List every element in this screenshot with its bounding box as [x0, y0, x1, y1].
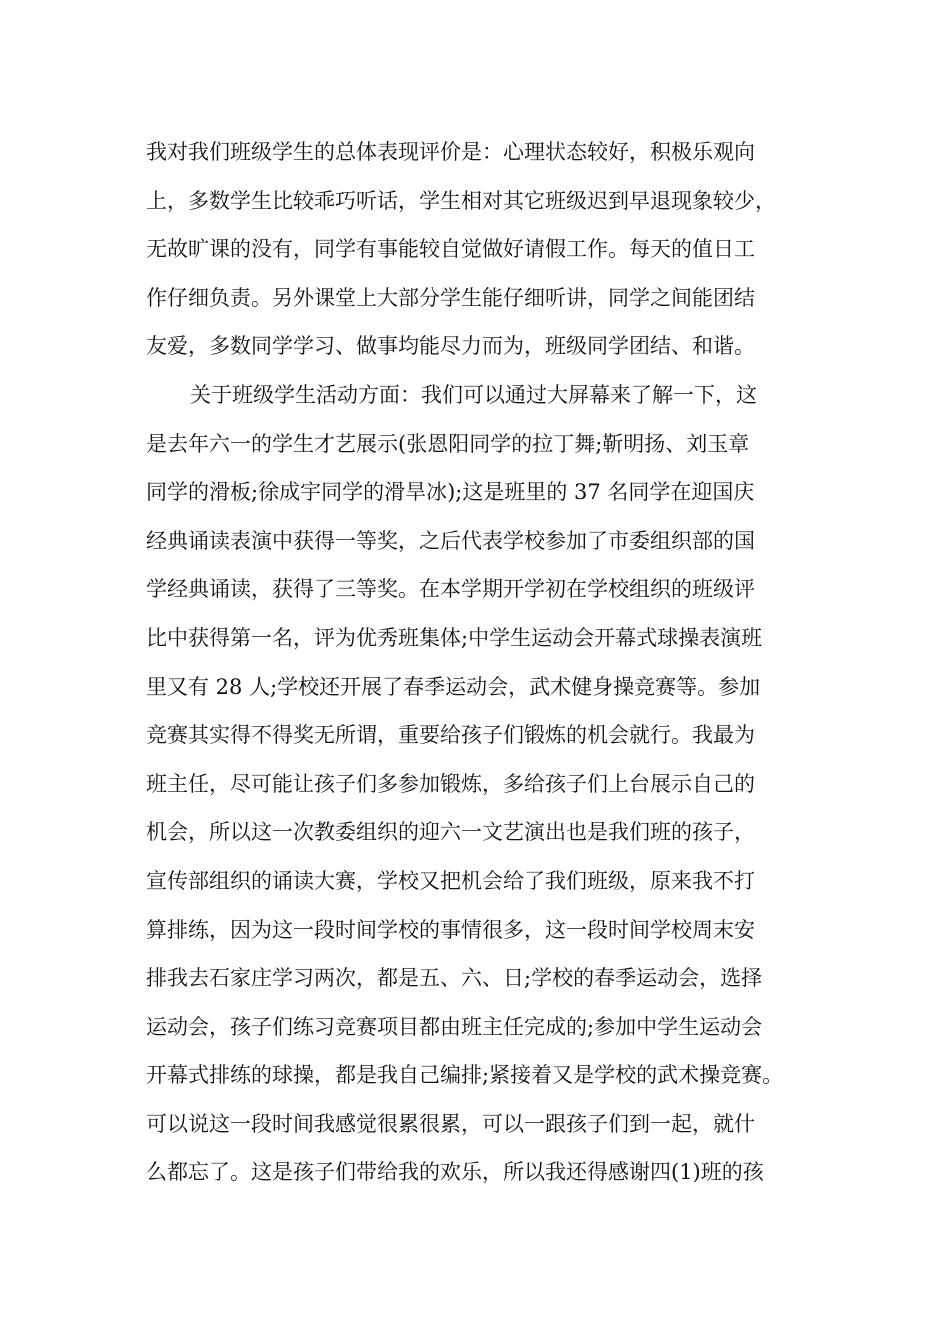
text-line: 排我去石家庄学习两次，都是五、六、日;学校的春季运动会，选择	[146, 966, 763, 991]
text-line: 作仔细负责。另外课堂上大部分学生能仔细听讲，同学之间能团结	[146, 285, 755, 310]
text-line: 经典诵读表演中获得一等奖，之后代表学校参加了市委组织部的国	[146, 528, 755, 553]
text-line: 算排练，因为这一段时间学校的事情很多，这一段时间学校周末安	[146, 917, 755, 942]
text-line: 运动会，孩子们练习竞赛项目都由班主任完成的;参加中学生运动会	[146, 1014, 763, 1039]
text-line: 友爱，多数同学学习、做事均能尽力而为，班级同学团结、和谐。	[146, 334, 755, 359]
body-text	[146, 128, 826, 1197]
text-line: 机会，所以这一次教委组织的迎六一文艺演出也是我们班的孩子，	[146, 820, 755, 845]
text-line: 可以说这一段时间我感觉很累很累，可以一跟孩子们到一起，就什	[146, 1111, 755, 1136]
paragraph-start-line: 关于班级学生活动方面：我们可以通过大屏幕来了解一下，这	[190, 382, 757, 407]
text-line: 么都忘了。这是孩子们带给我的欢乐，所以我还得感谢四(1)班的孩	[146, 1160, 764, 1185]
text-line: 班主任，尽可能让孩子们多参加锻炼，多给孩子们上台展示自己的	[146, 771, 755, 796]
text-line: 宣传部组织的诵读大赛，学校又把机会给了我们班级，原来我不打	[146, 868, 755, 893]
text-line: 是去年六一的学生才艺展示(张恩阳同学的拉丁舞;靳明扬、刘玉章	[146, 431, 750, 456]
text-line: 开幕式排练的球操，都是我自己编排;紧接着又是学校的武术操竞赛。	[146, 1063, 784, 1088]
text-line: 学经典诵读，获得了三等奖。在本学期开学初在学校组织的班级评	[146, 577, 755, 602]
text-line: 里又有 28 人;学校还开展了春季运动会，武术健身操竞赛等。参加	[146, 674, 761, 699]
text-line: 竞赛其实得不得奖无所谓，重要给孩子们锻炼的机会就行。我最为	[146, 723, 755, 748]
text-line: 比中获得第一名，评为优秀班集体;中学生运动会开幕式球操表演班	[146, 625, 763, 650]
text-line: 无故旷课的没有，同学有事能较自觉做好请假工作。每天的值日工	[146, 237, 755, 262]
text-line: 上，多数学生比较乖巧听话，学生相对其它班级迟到早退现象较少，	[146, 188, 776, 213]
text-line: 我对我们班级学生的总体表现评价是：心理状态较好，积极乐观向	[146, 140, 755, 164]
text-line: 同学的滑板;徐成宇同学的滑旱冰);这是班里的 37 名同学在迎国庆	[146, 480, 755, 505]
